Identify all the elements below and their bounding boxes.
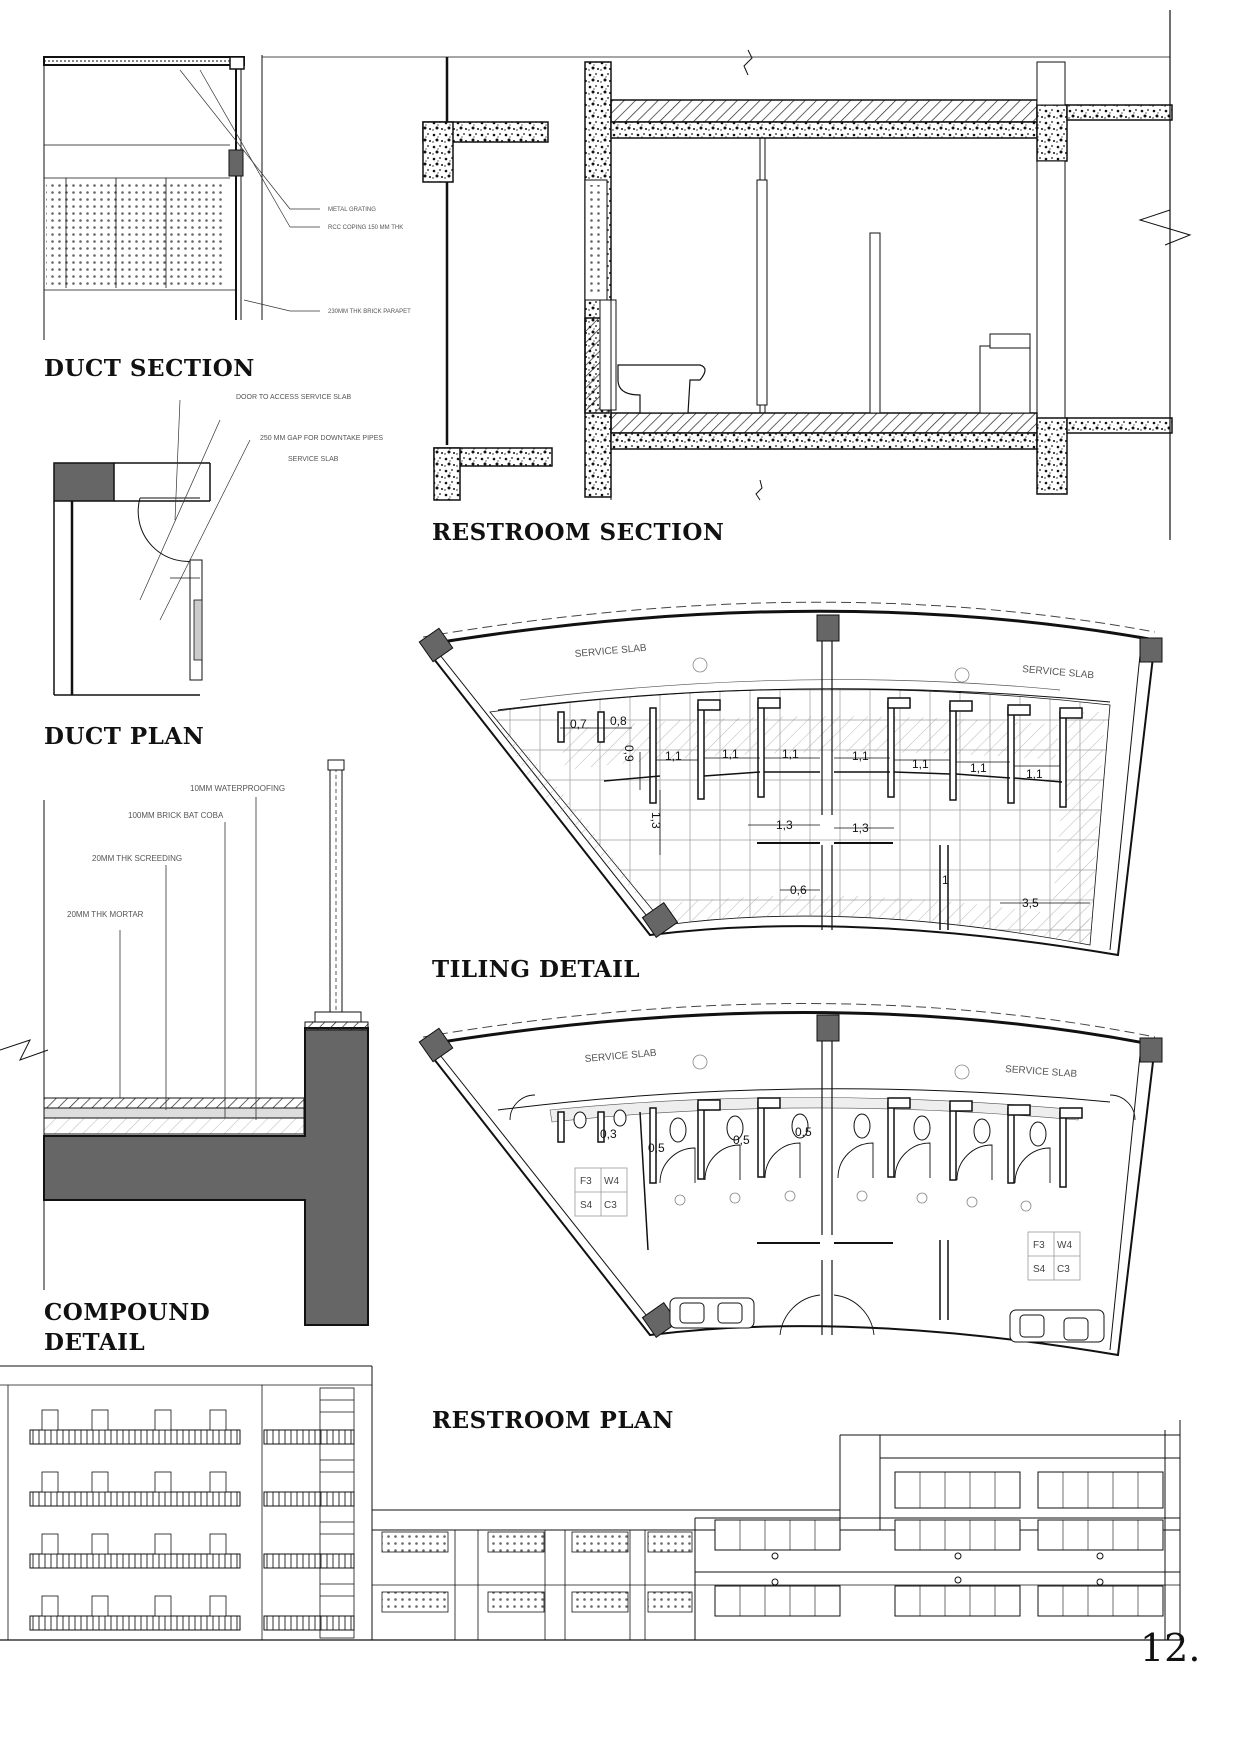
restroom-dim-0-3: 0,3 xyxy=(600,1127,617,1141)
tiling-dim-0-6: 0,6 xyxy=(790,883,807,897)
duct-section-note-coping: RCC COPING 150 MM THK xyxy=(328,225,404,231)
tiling-dim-1-1-b: 1,1 xyxy=(722,747,739,761)
tiling-dim-1-3-a: 1,3 xyxy=(776,818,793,832)
duct-plan-note-slab: SERVICE SLAB xyxy=(288,456,339,463)
tiling-dim-0-9: 0,9 xyxy=(622,745,636,762)
page-number: 12. xyxy=(1140,1626,1201,1670)
restroom-section-title: RESTROOM SECTION xyxy=(432,519,725,546)
restroom-plan-drawing xyxy=(419,1004,1162,1356)
legend-right-c3: C3 xyxy=(1057,1264,1070,1275)
legend-left-f3: F3 xyxy=(580,1176,592,1187)
restroom-plan-title: RESTROOM PLAN xyxy=(432,1407,674,1434)
tiling-dim-1-1-c: 1,1 xyxy=(782,747,799,761)
tiling-dim-1-1-d: 1,1 xyxy=(852,749,869,763)
tiling-dim-1-1-g: 1,1 xyxy=(1026,767,1043,781)
legend-right-w4: W4 xyxy=(1057,1240,1072,1251)
restroom-service-slab-left: SERVICE SLAB xyxy=(584,1047,658,1065)
compound-note-brickbat: 100MM BRICK BAT COBA xyxy=(128,811,224,820)
tiling-dim-1-3-b: 1,3 xyxy=(852,821,869,835)
duct-section-note-grating: METAL GRATING xyxy=(328,207,376,213)
restroom-dim-0-5-a: 0,5 xyxy=(648,1141,665,1155)
duct-plan-note-gap: 250 MM GAP FOR DOWNTAKE PIPES xyxy=(260,435,384,442)
tiling-detail-drawing xyxy=(419,602,1162,955)
tiling-dim-0-7: 0,7 xyxy=(570,717,587,731)
legend-left-w4: W4 xyxy=(604,1176,619,1187)
restroom-legend-left xyxy=(575,1168,627,1216)
compound-detail-title: COMPOUND DETAIL xyxy=(44,1299,211,1356)
tiling-dim-1-3-vertical: 1,3 xyxy=(649,812,663,829)
compound-note-mortar: 20MM THK MORTAR xyxy=(67,910,144,919)
tiling-dim-1-1-a: 1,1 xyxy=(665,749,682,763)
restroom-washbasins xyxy=(670,1298,1104,1342)
elevation-balconies xyxy=(30,1430,354,1630)
tiling-dim-0-8: 0,8 xyxy=(610,714,627,728)
compound-detail-drawing xyxy=(0,760,368,1325)
tiling-detail-title: TILING DETAIL xyxy=(432,956,641,983)
tiling-dim-1-1-e: 1,1 xyxy=(912,757,929,771)
tiling-service-slab-right: SERVICE SLAB xyxy=(1021,664,1095,682)
duct-section-note-parapet: 230MM THK BRICK PARAPET xyxy=(328,309,411,315)
restroom-section-drawing xyxy=(423,10,1190,540)
duct-plan-note-door: DOOR TO ACCESS SERVICE SLAB xyxy=(236,394,352,401)
restroom-dim-0-5-b: 0,5 xyxy=(733,1133,750,1147)
restroom-dim-0-5-c: 0,5 xyxy=(795,1125,812,1139)
compound-note-screeding: 20MM THK SCREEDING xyxy=(92,854,183,863)
tiling-dim-3-5: 3,5 xyxy=(1022,896,1039,910)
duct-section-title: DUCT SECTION xyxy=(44,355,255,382)
elevation-stair-core xyxy=(320,1388,354,1638)
legend-right-s4: S4 xyxy=(1033,1264,1046,1275)
duct-plan-drawing xyxy=(54,394,383,695)
tiling-dim-1: 1 xyxy=(942,873,949,887)
elevation-right-block xyxy=(695,1420,1180,1640)
duct-plan-title: DUCT PLAN xyxy=(44,723,205,750)
tiling-dim-1-1-f: 1,1 xyxy=(970,761,987,775)
legend-left-c3: C3 xyxy=(604,1200,617,1211)
compound-note-waterproofing: 10MM WATERPROOFING xyxy=(190,784,286,793)
restroom-service-slab-right: SERVICE SLAB xyxy=(1004,1064,1078,1081)
restroom-legend-right xyxy=(1028,1232,1080,1280)
legend-right-f3: F3 xyxy=(1033,1240,1045,1251)
legend-left-s4: S4 xyxy=(580,1200,593,1211)
tiling-service-slab-left: SERVICE SLAB xyxy=(574,642,648,660)
